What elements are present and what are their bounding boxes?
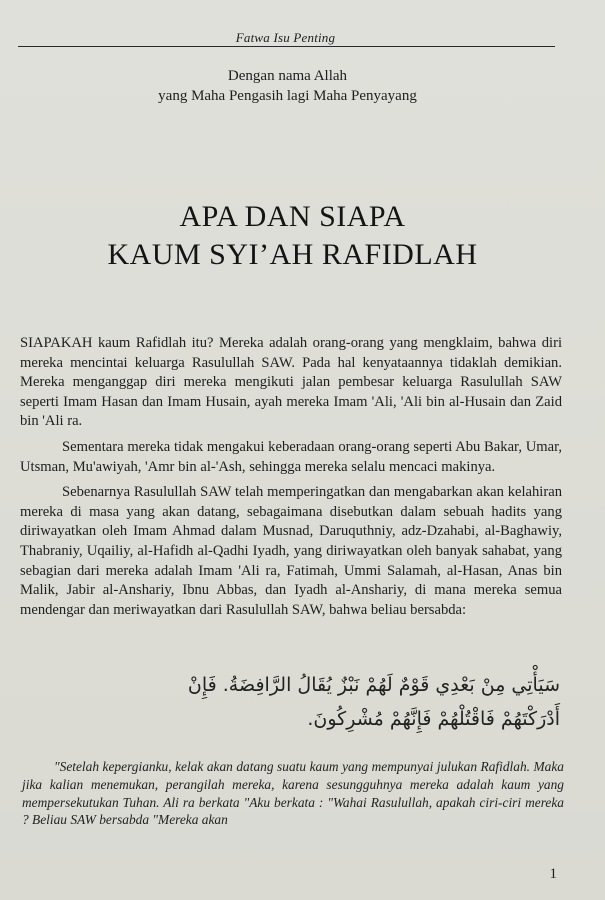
body-text bbox=[20, 334, 562, 626]
paragraph-2: Sementara mereka tidak mengakui keberadaan orang-orang seperti Abu Bakar, Umar, Utsman, Mu'awiyah, 'Amr bin al-'Ash, sehingga mereka selalu mencaci makinya. bbox=[20, 438, 562, 475]
translation-text: "Setelah kepergianku, kelak akan datang suatu kaum yang mempunyai julukan Rafidlah. Maka jika kalian menemukan, perangilah mereka, karena sesungguhnya mereka adalah kaum yang mempersekutukan Tuhan. Ali ra berkata "Aku berkata : "Wahai Rasulullah, apakah ciri-ciri mereka ? Beliau SAW bersabda "Mereka akan bbox=[22, 759, 564, 828]
running-header: Fatwa Isu Penting bbox=[235, 30, 336, 45]
arabic-hadith bbox=[40, 668, 560, 736]
page-number: 1 bbox=[549, 866, 557, 882]
chapter-title bbox=[0, 198, 585, 274]
hadith-translation bbox=[22, 758, 564, 829]
paragraph-3: Sebenarnya Rasulullah SAW telah memperingatkan dan mengabarkan akan kelahiran mereka di masa yang akan datang, sebagaimana disebutkan dalam sebuah hadits yang diriwayatkan oleh Imam Ahmad dalam Musnad, Daruquthniy, adz-Dzahabi, al-Baghawiy, Thabraniy, Uqailiy, al-Hafidh al-Qadhi Iyadh, yang diriwayatkan oleh banyak sahabat, yang sebagian dari mereka adalah Imam 'Ali ra, Fatimah, Ummi Salamah, al-Hasan, Anas bin Malik, Jabir al-Anshariy, Ibnu Abbas, dan Iyadh al-Anshariy, di mana mereka semua mendengar dan meriwayatkan dari Rasulullah SAW, bahwa beliau bersabda: bbox=[20, 484, 562, 618]
chapter-title-line-1: APA DAN SIAPA bbox=[179, 200, 406, 233]
basmalah-line-1: Dengan nama Allah bbox=[227, 68, 348, 84]
basmalah-block bbox=[0, 66, 575, 106]
paragraph-1: SIAPAKAH kaum Rafidlah itu? Mereka adalah orang-orang yang mengklaim, bahwa diri mereka mencintai keluarga Rasulullah SAW. Pada hal kenyataannya tidaklah demikian. Mereka menganggap diri mereka mengikuti jalan pembesar keluarga Rasulullah SAW seperti Imam Hasan dan Imam Husain, ayah mereka Imam 'Ali, 'Ali bin al-Husain dan Zaid bin 'Ali ra. bbox=[20, 335, 562, 430]
arabic-line-2: أَدْرَكْتَهُمْ فَاقْتُلْهُمْ فَإِنَّهُمْ مُشْرِكُونَ. bbox=[307, 708, 560, 730]
chapter-title-line-2: KAUM SYI’AH RAFIDLAH bbox=[107, 238, 478, 271]
header-rule bbox=[18, 46, 555, 47]
arabic-line-1: سَيَأْتِي مِنْ بَعْدِي قَوْمٌ لَهُمْ نَبْزٌ يُقَالُ الرَّافِضَةُ. فَإِنْ bbox=[187, 674, 560, 696]
basmalah-line-2: yang Maha Pengasih lagi Maha Penyayang bbox=[158, 88, 417, 104]
